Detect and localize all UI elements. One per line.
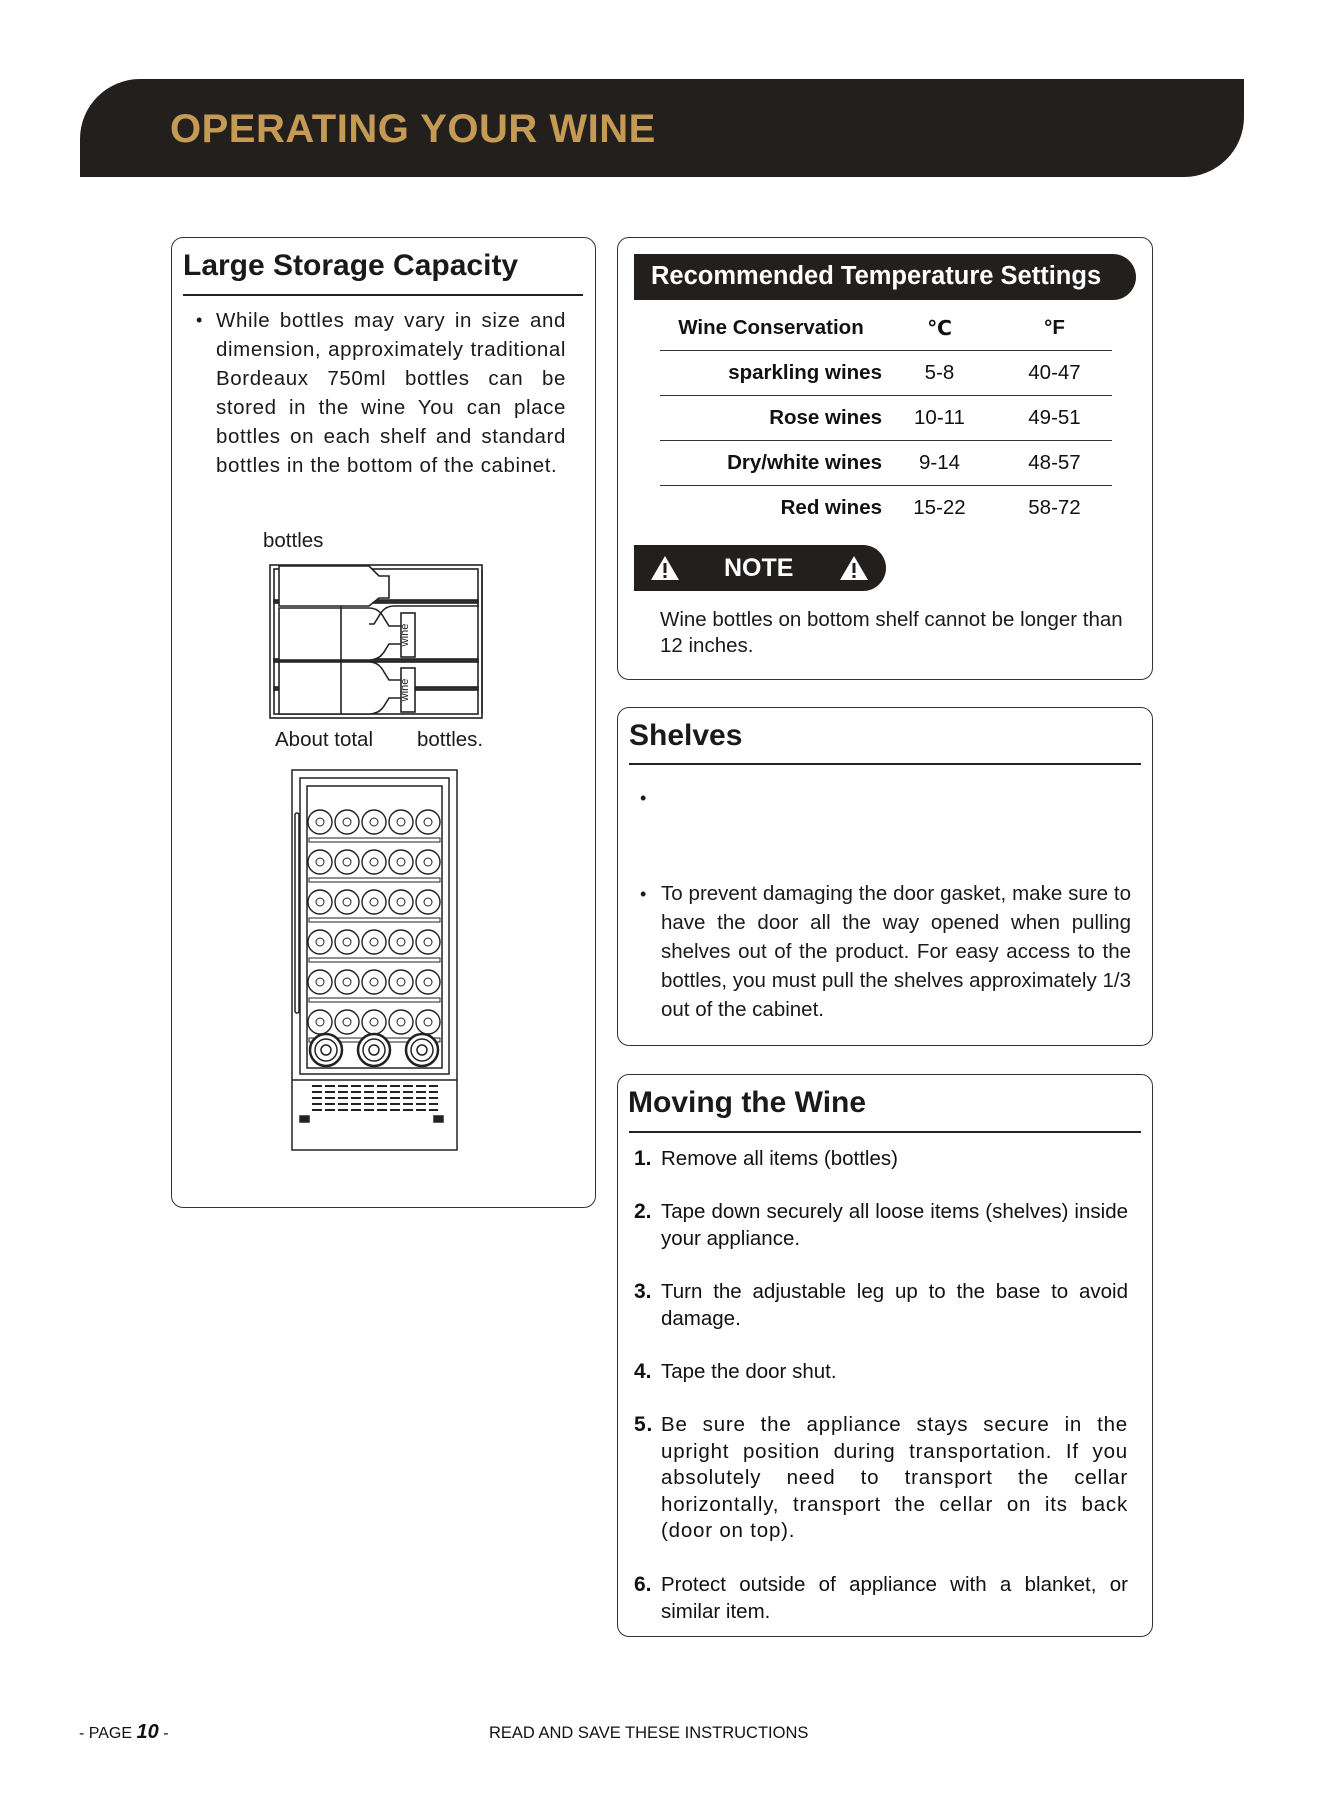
temperature-panel [617,237,1153,680]
cabinet-shelf [309,918,440,922]
cabinet-shelf [309,878,440,882]
fahrenheit-cell: 49-51 [997,396,1112,441]
bottle-outline [416,810,440,834]
bottle-outline [335,850,359,874]
shelves-text: To prevent damaging the door gasket, make sure to have the door all the way opened when pulling shelves out of the product. For easy access to the bottles, you must pull the shelves approximately 1/3 out of the cabinet. [661,882,1131,1021]
bullet-marker: • [196,310,203,330]
heading-divider [629,1131,1141,1133]
list-item [634,1146,1128,1173]
bottle-outline [416,970,440,994]
page-prefix: - PAGE [79,1725,133,1742]
wine-cabinet-front-illustration [290,768,460,1156]
temperature-table [660,306,1112,530]
cabinet-shelf [309,958,440,962]
bottle-outline [308,1010,332,1034]
moving-panel [617,1074,1153,1637]
column-header-celsius: ℃ [882,306,997,351]
celsius-cell: 10-11 [882,396,997,441]
step-number: 4. [634,1360,652,1383]
shelf-wine-marking-bottom: wine [399,678,411,702]
bottle-outline [335,810,359,834]
temperature-title: Recommended Temperature Settings [651,262,1102,290]
fahrenheit-cell: 40-47 [997,351,1112,396]
wine-type-cell: Red wines [780,496,882,519]
cabinet-bottle-rows [308,810,440,1110]
bullet-marker: • [640,884,647,904]
bottle-outline [335,890,359,914]
step-text: Be sure the appliance stays secure in the upright position during transportation. If you absolutely need to transport the cellar horizontally, transport the cellar on its back (door on top). [661,1413,1128,1542]
bottle-outline [308,850,332,874]
list-item [634,1359,1128,1386]
note-label: NOTE [724,554,794,582]
table-row [660,351,1112,396]
bottle-outline [389,850,413,874]
bottle-outline [416,890,440,914]
page-suffix: - [163,1725,169,1742]
bottle-outline [308,970,332,994]
list-item [634,1199,1128,1252]
bottle-outline [389,1010,413,1034]
celsius-cell: 5-8 [882,351,997,396]
shelf-wine-marking-top: wine [399,623,411,647]
bottle-outline [335,1010,359,1034]
shelves-panel [617,707,1153,1046]
wine-type-cell: Dry/white wines [660,441,882,486]
wine-type-cell: Rose wines [660,396,882,441]
step-text: Remove all items (bottles) [661,1147,898,1170]
step-text: Tape the door shut. [661,1360,837,1383]
cabinet-shelf [309,838,440,842]
bottle-outline [389,810,413,834]
shelf-side-illustration [269,558,495,724]
bottle-outline [416,930,440,954]
step-text: Tape down securely all loose items (shelves) inside your appliance. [661,1200,1128,1250]
note-text: Wine bottles on bottom shelf cannot be longer than 12 inches. [660,608,1123,657]
bottle-outline [335,930,359,954]
storage-capacity-heading: Large Storage Capacity [183,249,519,282]
bottle-outline [416,850,440,874]
step-number: 1. [634,1147,652,1170]
column-header-wine-conservation: Wine Conservation [660,306,882,351]
figure-total-unit: bottles. [417,728,484,751]
page-number-footer [79,1721,169,1744]
step-number: 5. [634,1413,654,1436]
moving-heading: Moving the Wine [628,1086,867,1119]
bottle-outline [389,970,413,994]
storage-capacity-text: While bottles may vary in size and dimension, approximately traditional Bordeaux 750ml bottles can be stored in the wine You can place bottles on each shelf and standard bottles in the bottom of the cabinet. [216,309,566,477]
temperature-title-tab [634,254,1136,300]
step-text: Turn the adjustable leg up to the base to avoid damage. [661,1280,1128,1330]
heading-divider [629,763,1141,765]
bottle-outline [362,970,386,994]
celsius-cell: 9-14 [882,441,997,486]
wine-type-cell: sparkling wines [660,351,882,396]
table-row [660,396,1112,441]
bottle-outline [362,850,386,874]
table-row [660,486,1112,531]
storage-capacity-panel [171,237,596,1208]
list-item [634,1572,1128,1625]
note-tab [634,545,886,591]
figure-bottles-label: bottles [263,529,324,552]
heading-divider [183,294,583,296]
fahrenheit-cell: 58-72 [1028,496,1081,519]
celsius-cell: 15-22 [913,496,966,519]
footer-instructions: READ AND SAVE THESE INSTRUCTIONS [489,1724,809,1742]
bottle-outline [416,1010,440,1034]
bottle-outline [362,890,386,914]
column-header-fahrenheit: °F [997,306,1112,351]
warning-icon [650,554,680,582]
step-number: 3. [634,1280,652,1303]
temperature-table-header-row [660,306,1112,351]
list-item [634,1279,1128,1332]
warning-icon [839,554,869,582]
step-number: 2. [634,1200,652,1223]
table-row [660,441,1112,486]
bottle-outline [362,810,386,834]
figure-total-label: About total [275,728,374,751]
step-text: Protect outside of appliance with a blanket, or similar item. [661,1573,1128,1623]
cabinet-shelf [309,998,440,1002]
bottle-outline [308,930,332,954]
bullet-marker: • [640,788,647,808]
list-item [634,1412,1128,1545]
shelves-heading: Shelves [629,719,743,752]
bottle-outline [335,970,359,994]
page-title: OPERATING YOUR WINE [170,107,656,151]
bottle-outline [389,890,413,914]
bottle-outline [308,890,332,914]
page-number: 10 [136,1721,159,1743]
section-header-bar [80,79,1244,177]
bottle-outline [362,930,386,954]
step-number: 6. [634,1573,652,1596]
bottle-outline [389,930,413,954]
fahrenheit-cell: 48-57 [997,441,1112,486]
bottle-outline [308,810,332,834]
bottle-outline [362,1010,386,1034]
